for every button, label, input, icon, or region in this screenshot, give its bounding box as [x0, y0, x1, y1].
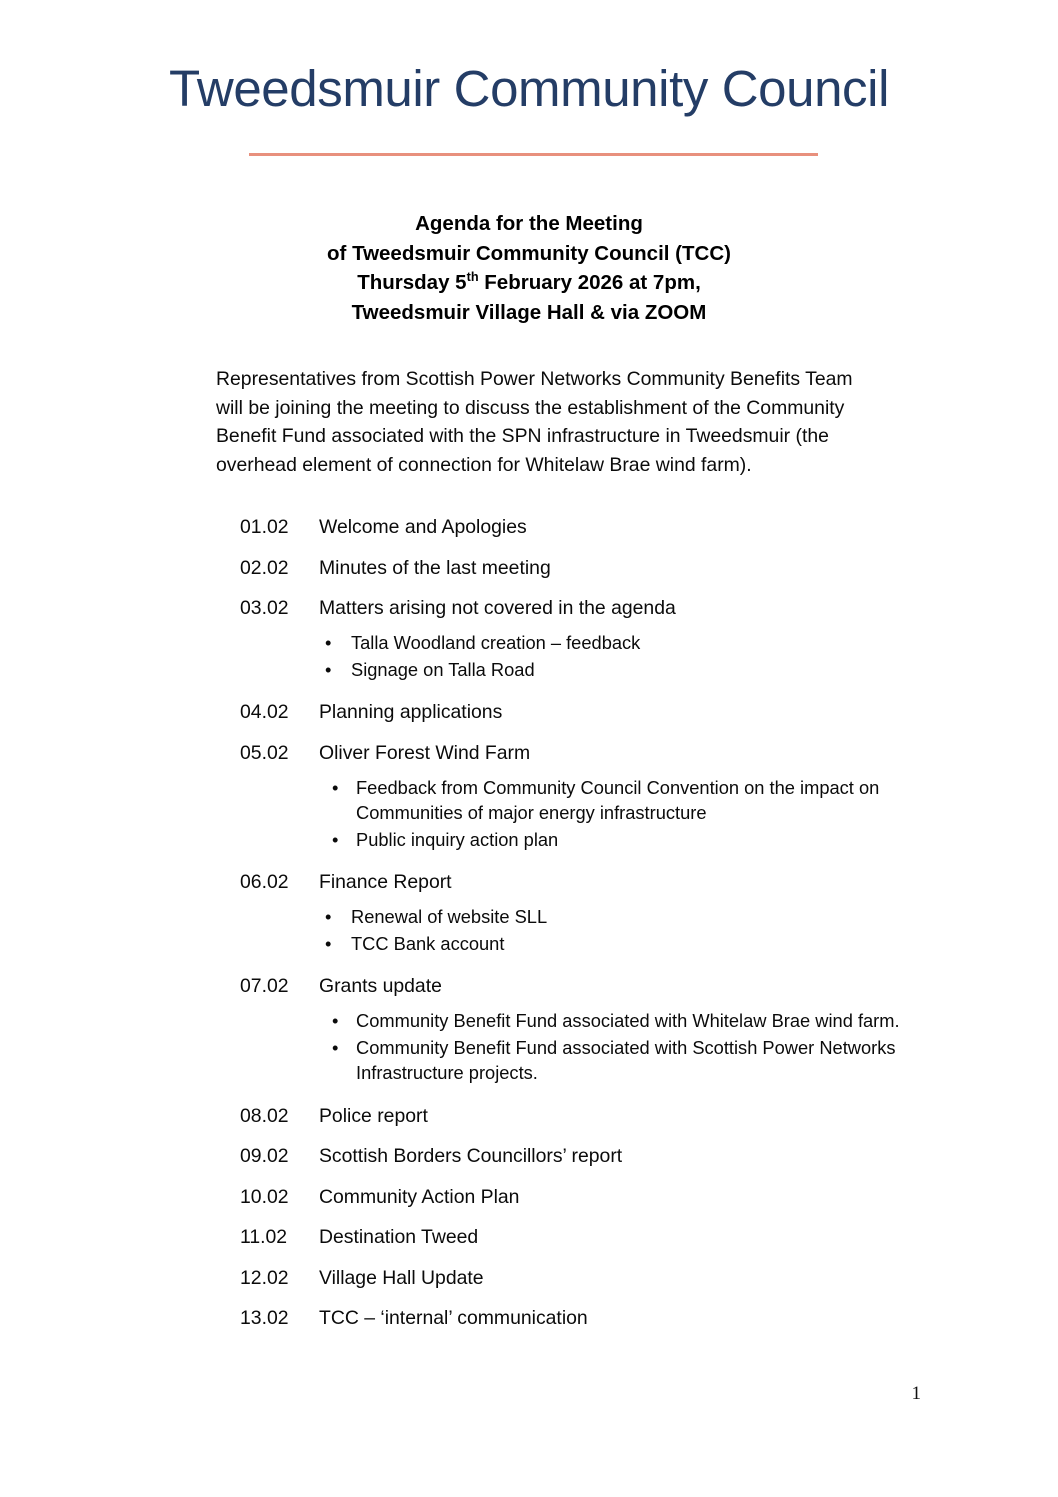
agenda-item	[0, 973, 1058, 999]
agenda-item-number: 10.02	[240, 1185, 289, 1208]
agenda-item-title: Planning applications	[319, 701, 503, 723]
agenda-item-number: 01.02	[240, 516, 289, 538]
agenda-item-number: 11.02	[240, 1226, 288, 1248]
agenda-item-number: 02.02	[240, 556, 289, 579]
agenda-item-number: 06.02	[240, 871, 289, 893]
meeting-heading-line-1: Agenda for the Meeting	[415, 212, 643, 235]
agenda-item	[0, 555, 1058, 581]
agenda-item-number: 07.02	[240, 975, 289, 997]
agenda-sub-bullet-text: TCC Bank account	[351, 932, 505, 954]
agenda-item	[0, 740, 1058, 766]
intro-paragraph: Representatives from Scottish Power Networks Community Benefits Team will be joining the meeting to discuss the establishment of the Community Benefit Fund associated with the SPN infrastructure in Tweedsmuir (the overhead element of connection for Whitelaw Brae wind farm).	[216, 368, 853, 476]
bullet-point-icon: •	[325, 658, 332, 680]
agenda-item-title: Police report	[319, 1104, 428, 1127]
agenda-item	[0, 869, 1058, 895]
bullet-point-icon: •	[332, 1036, 339, 1058]
meeting-heading-line-2: of Tweedsmuir Community Council (TCC)	[327, 241, 731, 265]
agenda-item-number: 08.02	[240, 1104, 289, 1127]
agenda-item	[0, 1224, 1058, 1250]
agenda-item	[0, 514, 1058, 540]
agenda-sub-bullet	[325, 904, 1058, 930]
agenda-item	[0, 1305, 1058, 1331]
title-divider-rule	[249, 153, 818, 156]
page-number: 1	[911, 1383, 921, 1404]
meeting-heading-block	[0, 209, 1058, 327]
agenda-item-title: Matters arising not covered in the agenda	[319, 597, 676, 619]
meeting-date-suffix: February 2026 at 7pm,	[478, 271, 701, 294]
agenda-item	[0, 1265, 1058, 1291]
agenda-item-title: Welcome and Apologies	[319, 516, 527, 538]
agenda-item	[0, 1103, 1058, 1129]
agenda-item	[0, 699, 1058, 725]
bullet-point-icon: •	[325, 932, 332, 954]
agenda-item-title: Minutes of the last meeting	[319, 556, 551, 579]
agenda-sub-bullet-list	[0, 904, 1058, 956]
agenda-sub-bullet-text: Talla Woodland creation – feedback	[351, 632, 641, 653]
agenda-sub-bullet	[325, 630, 1058, 656]
agenda-sub-bullet-text: Community Benefit Fund associated with Whitelaw Brae wind farm.	[356, 1010, 900, 1031]
agenda-sub-bullet	[325, 657, 1058, 683]
agenda-sub-bullet-text: Community Benefit Fund associated with Scottish Power Networks Infrastructure projects.	[356, 1036, 896, 1083]
agenda-item-number: 03.02	[240, 597, 289, 619]
agenda-sub-bullet	[325, 931, 1058, 957]
agenda-item	[0, 1184, 1058, 1210]
agenda-sub-bullet-text: Signage on Talla Road	[351, 658, 535, 680]
bullet-point-icon: •	[332, 776, 339, 798]
agenda-item-title: Scottish Borders Councillors’ report	[319, 1145, 623, 1167]
agenda-item-number: 12.02	[240, 1266, 289, 1289]
bullet-point-icon: •	[332, 1010, 339, 1031]
bullet-point-icon: •	[325, 632, 332, 653]
agenda-sub-bullet-text: Feedback from Community Council Convention on the impact on Communities of major energy infrastructure	[356, 776, 880, 823]
agenda-item	[0, 595, 1058, 621]
agenda-sub-bullet	[332, 1008, 921, 1034]
agenda-sub-bullet-text: Public inquiry action plan	[356, 828, 559, 850]
agenda-sub-bullet	[332, 775, 921, 826]
agenda-item-title: TCC – ‘internal’ communication	[319, 1307, 588, 1329]
agenda-item-title: Village Hall Update	[319, 1266, 484, 1289]
agenda-item-number: 13.02	[240, 1307, 289, 1329]
agenda-item-number: 04.02	[240, 701, 289, 723]
agenda-sub-bullet-list	[0, 775, 1058, 853]
document-title: Tweedsmuir Community Council	[168, 60, 890, 117]
agenda-item-title: Oliver Forest Wind Farm	[319, 741, 531, 764]
agenda-sub-bullet-text: Renewal of website SLL	[351, 906, 548, 927]
agenda-item	[0, 1143, 1058, 1169]
agenda-sub-bullet-list	[0, 1008, 1058, 1086]
agenda-item-title: Grants update	[319, 975, 442, 997]
bullet-point-icon: •	[325, 906, 332, 927]
agenda-item-title: Community Action Plan	[319, 1185, 520, 1208]
bullet-point-icon: •	[332, 828, 339, 850]
agenda-list	[0, 514, 1058, 1346]
meeting-date-prefix: Thursday 5	[357, 271, 467, 294]
agenda-item-title: Finance Report	[319, 871, 452, 893]
agenda-sub-bullet	[332, 827, 921, 853]
meeting-date-ordinal-suffix: th	[466, 269, 479, 285]
agenda-sub-bullet	[332, 1035, 921, 1086]
agenda-item-number: 05.02	[240, 741, 289, 764]
agenda-item-number: 09.02	[240, 1145, 289, 1167]
meeting-heading-line-3	[0, 268, 1058, 298]
meeting-heading-line-4: Tweedsmuir Village Hall & via ZOOM	[351, 300, 707, 324]
agenda-sub-bullet-list	[0, 630, 1058, 682]
agenda-item-title: Destination Tweed	[319, 1226, 479, 1248]
